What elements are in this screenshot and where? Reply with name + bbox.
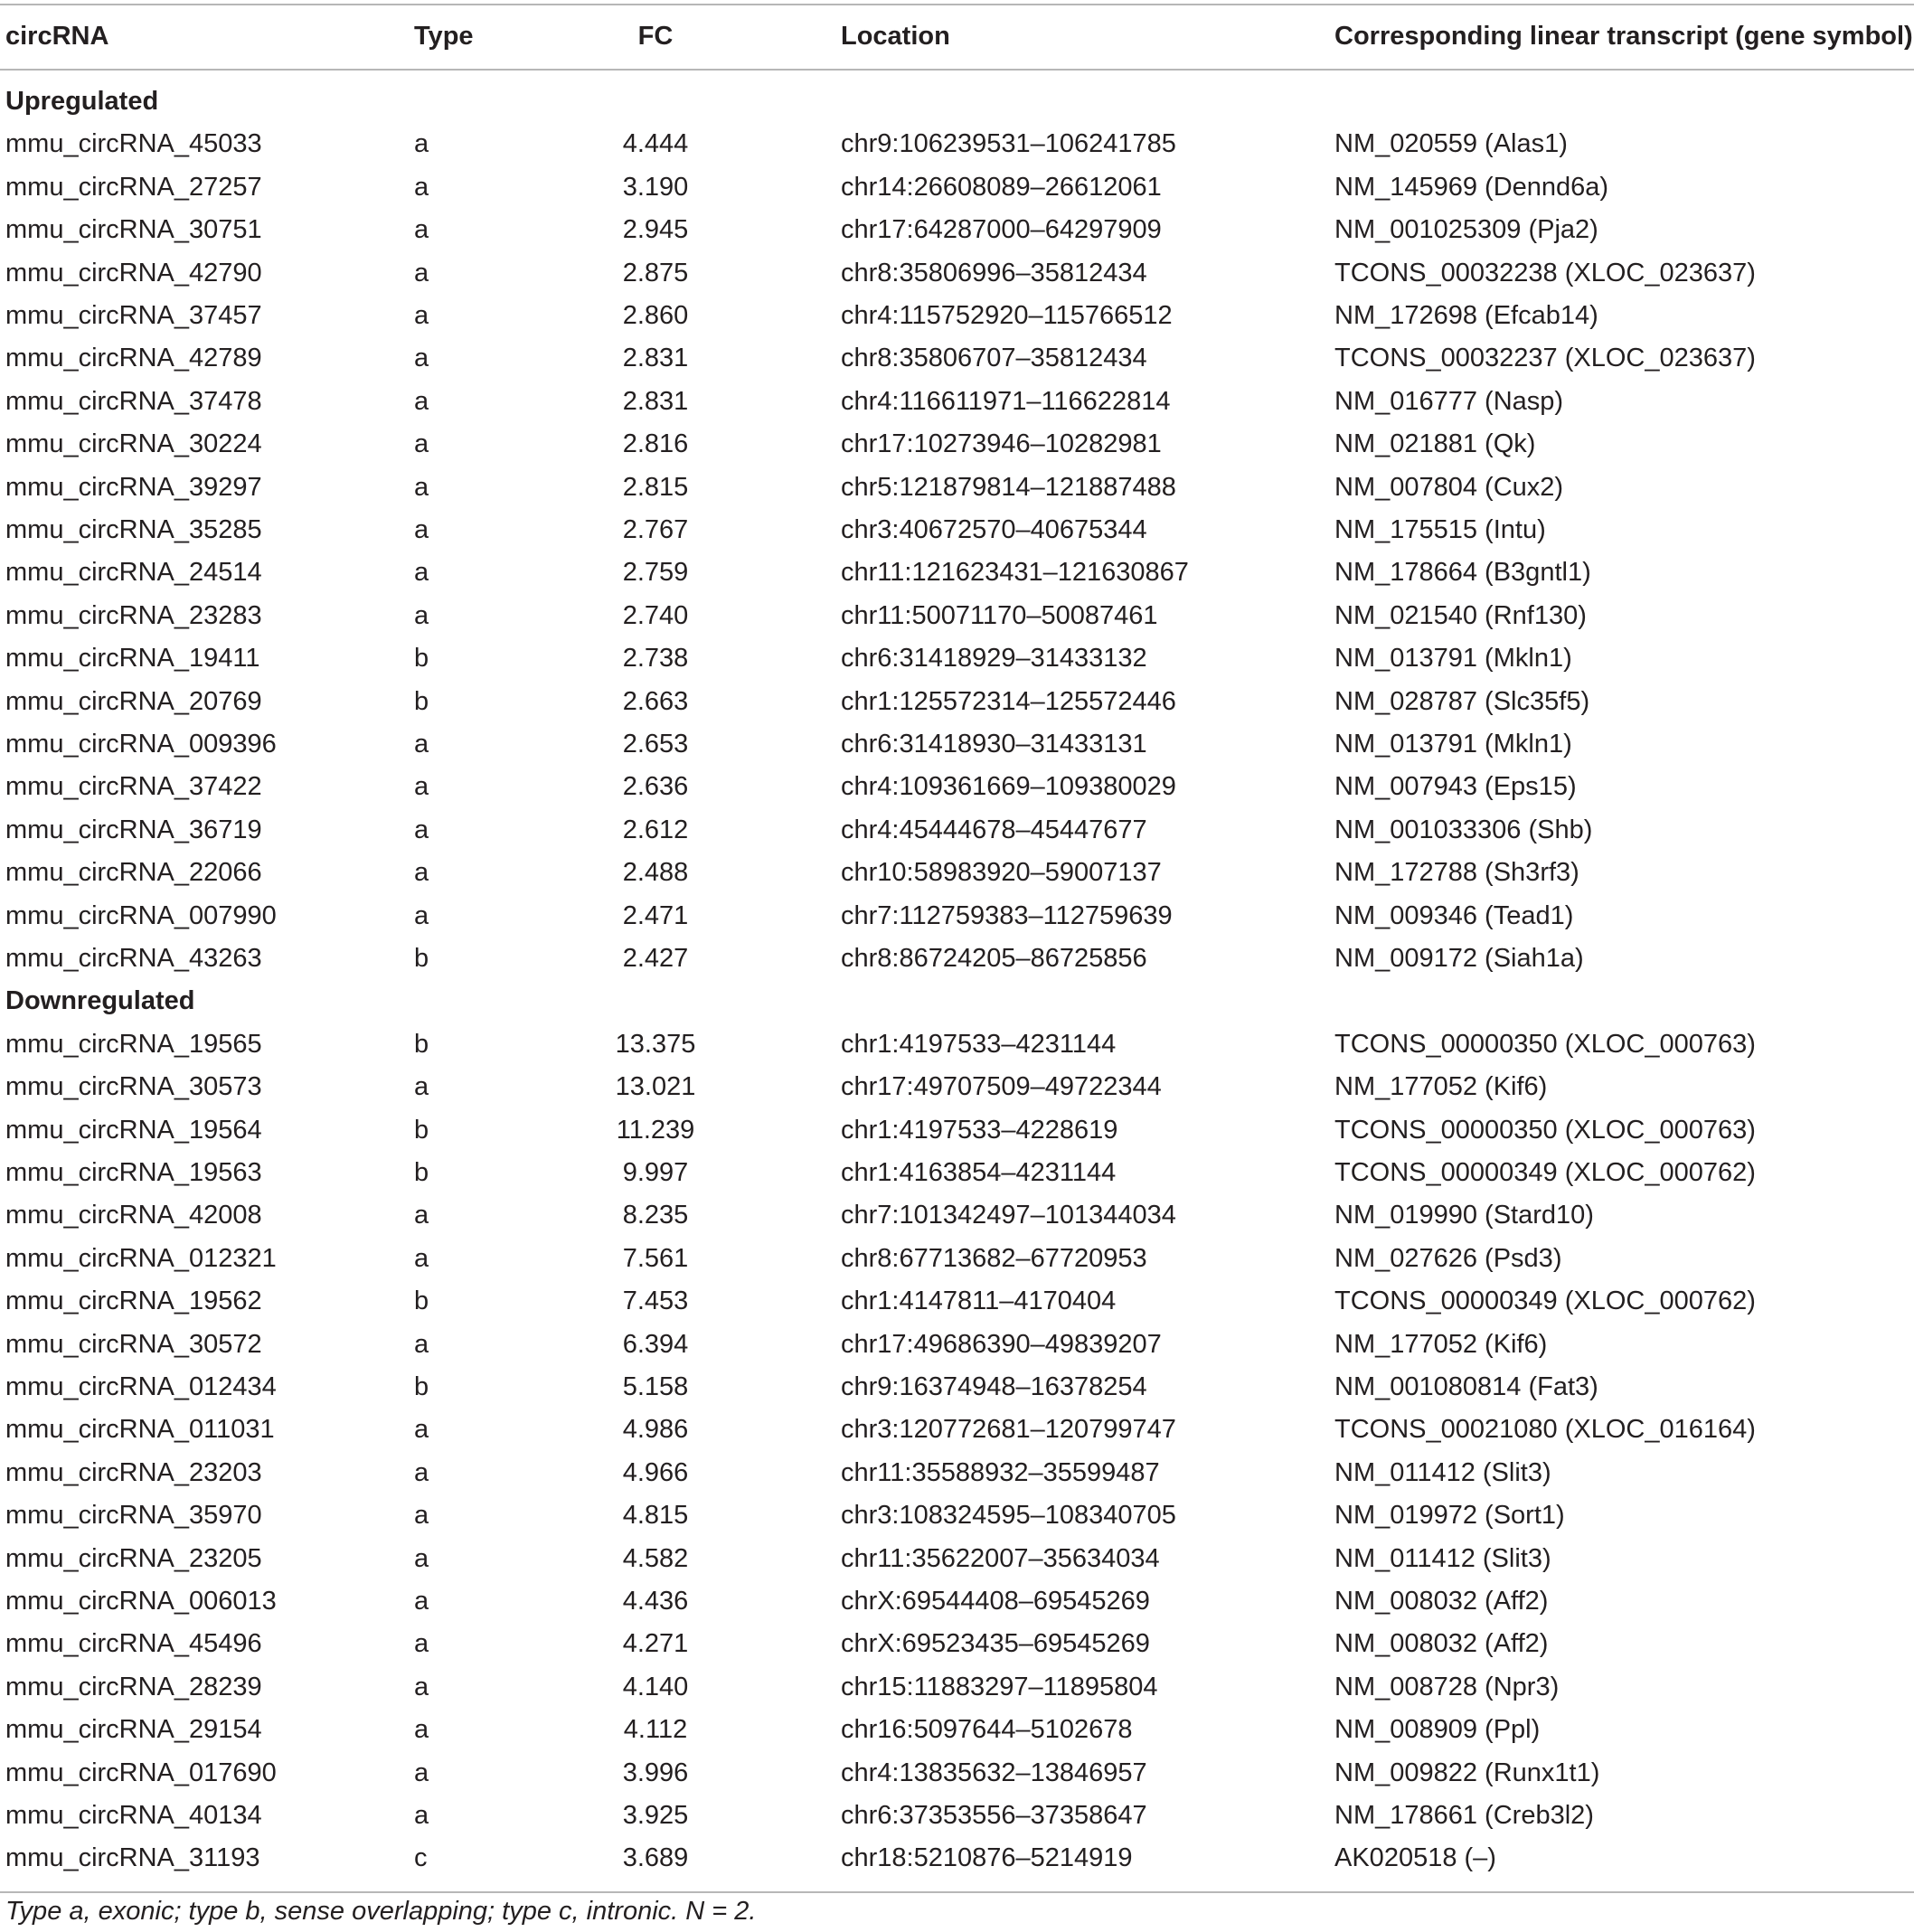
table-row [0, 1494, 1914, 1537]
cell-type: a [414, 301, 429, 330]
cell-circrna: mmu_circRNA_35285 [5, 515, 262, 544]
table-row [0, 1280, 1914, 1323]
cell-transcript: TCONS_00000350 (XLOC_000763) [1334, 1030, 1756, 1059]
table-row [0, 1837, 1914, 1880]
cell-transcript: TCONS_00000349 (XLOC_000762) [1334, 1286, 1756, 1315]
cell-location: chr4:109361669–109380029 [841, 772, 1176, 801]
cell-location: chr14:26608089–26612061 [841, 173, 1162, 202]
cell-location: chr3:108324595–108340705 [841, 1501, 1176, 1530]
cell-type: a [414, 601, 429, 630]
cell-circrna: mmu_circRNA_40134 [5, 1801, 262, 1830]
cell-circrna: mmu_circRNA_19411 [5, 644, 260, 673]
cell-circrna: mmu_circRNA_45496 [5, 1629, 262, 1658]
cell-transcript: NM_011412 (Slit3) [1334, 1458, 1551, 1487]
table-row [0, 1238, 1914, 1280]
cell-circrna: mmu_circRNA_29154 [5, 1715, 262, 1744]
cell-location: chr8:35806996–35812434 [841, 259, 1147, 287]
cell-circrna: mmu_circRNA_37422 [5, 772, 262, 801]
top-rule [0, 4, 1914, 5]
cell-fc: 3.190 [622, 173, 689, 202]
table-row [0, 166, 1914, 209]
cell-type: a [414, 1544, 429, 1573]
cell-transcript: NM_011412 (Slit3) [1334, 1544, 1551, 1573]
cell-fc: 2.815 [622, 473, 689, 502]
cell-transcript: TCONS_00032237 (XLOC_023637) [1334, 344, 1756, 372]
cell-circrna: mmu_circRNA_37457 [5, 301, 262, 330]
cell-location: chr7:112759383–112759639 [841, 901, 1173, 930]
cell-transcript: NM_172788 (Sh3rf3) [1334, 858, 1579, 887]
cell-circrna: mmu_circRNA_27257 [5, 173, 262, 202]
cell-fc: 8.235 [622, 1201, 689, 1230]
cell-type: b [414, 1030, 429, 1059]
cell-fc: 2.860 [622, 301, 689, 330]
cell-location: chr3:40672570–40675344 [841, 515, 1147, 544]
cell-transcript: NM_013791 (Mkln1) [1334, 644, 1572, 673]
table-row [0, 551, 1914, 594]
table-row [0, 295, 1914, 337]
table-row [0, 852, 1914, 894]
cell-transcript: NM_013791 (Mkln1) [1334, 730, 1572, 759]
cell-type: a [414, 259, 429, 287]
cell-transcript: NM_016777 (Nasp) [1334, 387, 1564, 416]
cell-fc: 5.158 [622, 1372, 689, 1401]
cell-type: a [414, 1415, 429, 1444]
cell-circrna: mmu_circRNA_30572 [5, 1330, 262, 1359]
cell-transcript: AK020518 (–) [1334, 1843, 1496, 1872]
cell-transcript: NM_009172 (Siah1a) [1334, 944, 1584, 973]
cell-circrna: mmu_circRNA_42790 [5, 259, 262, 287]
cell-type: a [414, 558, 429, 587]
cell-fc: 13.021 [615, 1072, 696, 1101]
cell-fc: 2.875 [622, 259, 689, 287]
table-row [0, 723, 1914, 766]
cell-fc: 7.561 [622, 1244, 689, 1273]
table-row [0, 252, 1914, 295]
cell-fc: 4.271 [622, 1629, 689, 1658]
cell-location: chr4:115752920–115766512 [841, 301, 1173, 330]
table-row [0, 938, 1914, 980]
table-row [0, 123, 1914, 165]
cell-type: b [414, 944, 429, 973]
cell-transcript: NM_145969 (Dennd6a) [1334, 173, 1609, 202]
cell-transcript: NM_175515 (Intu) [1334, 515, 1546, 544]
group-label: Upregulated [5, 87, 159, 116]
cell-transcript: NM_021540 (Rnf130) [1334, 601, 1587, 630]
cell-circrna: mmu_circRNA_009396 [5, 730, 277, 759]
cell-type: a [414, 1587, 429, 1616]
cell-fc: 4.436 [622, 1587, 689, 1616]
table-row [0, 1538, 1914, 1580]
cell-location: chr16:5097644–5102678 [841, 1715, 1133, 1744]
cell-circrna: mmu_circRNA_45033 [5, 129, 262, 158]
cell-location: chr8:86724205–86725856 [841, 944, 1147, 973]
table-row [0, 423, 1914, 466]
table-row [0, 595, 1914, 637]
cell-circrna: mmu_circRNA_017690 [5, 1758, 277, 1787]
cell-transcript: NM_021881 (Qk) [1334, 429, 1536, 458]
cell-fc: 2.767 [622, 515, 689, 544]
cell-circrna: mmu_circRNA_19565 [5, 1030, 262, 1059]
table-row [0, 766, 1914, 808]
cell-transcript: NM_178661 (Creb3l2) [1334, 1801, 1594, 1830]
cell-type: c [414, 1843, 428, 1872]
cell-transcript: NM_001025309 (Pja2) [1334, 215, 1598, 244]
cell-type: a [414, 387, 429, 416]
cell-circrna: mmu_circRNA_37478 [5, 387, 262, 416]
cell-transcript: TCONS_00032238 (XLOC_023637) [1334, 259, 1756, 287]
cell-circrna: mmu_circRNA_30573 [5, 1072, 262, 1101]
header-location: Location [841, 22, 950, 51]
cell-location: chr1:4163854–4231144 [841, 1158, 1117, 1187]
cell-type: b [414, 687, 429, 716]
cell-location: chr6:31418930–31433131 [841, 730, 1147, 759]
cell-transcript: NM_007943 (Eps15) [1334, 772, 1577, 801]
cell-fc: 3.996 [622, 1758, 689, 1787]
cell-location: chr6:31418929–31433132 [841, 644, 1147, 673]
header-transcript: Corresponding linear transcript (gene symbol) [1334, 22, 1913, 51]
table-row [0, 1324, 1914, 1366]
cell-location: chr10:58983920–59007137 [841, 858, 1162, 887]
cell-location: chr9:106239531–106241785 [841, 129, 1176, 158]
cell-fc: 2.471 [622, 901, 689, 930]
cell-transcript: NM_008728 (Npr3) [1334, 1673, 1560, 1701]
cell-location: chr15:11883297–11895804 [841, 1673, 1158, 1701]
cell-transcript: NM_001033306 (Shb) [1334, 815, 1593, 844]
cell-circrna: mmu_circRNA_35970 [5, 1501, 262, 1530]
cell-transcript: NM_178664 (B3gntl1) [1334, 558, 1591, 587]
cell-transcript: NM_027626 (Psd3) [1334, 1244, 1562, 1273]
table-row [0, 1709, 1914, 1751]
cell-type: a [414, 515, 429, 544]
cell-type: a [414, 1501, 429, 1530]
cell-type: b [414, 1286, 429, 1315]
cell-type: b [414, 1372, 429, 1401]
table-row [0, 509, 1914, 551]
cell-circrna: mmu_circRNA_31193 [5, 1843, 260, 1872]
cell-type: a [414, 858, 429, 887]
cell-transcript: NM_028787 (Slc35f5) [1334, 687, 1590, 716]
cell-transcript: NM_007804 (Cux2) [1334, 473, 1564, 502]
table-footnote: Type a, exonic; type b, sense overlapping; type c, intronic. N = 2. [5, 1897, 757, 1926]
cell-circrna: mmu_circRNA_42789 [5, 344, 262, 372]
group-label: Downregulated [5, 986, 195, 1015]
cell-circrna: mmu_circRNA_20769 [5, 687, 262, 716]
cell-location: chr8:67713682–67720953 [841, 1244, 1147, 1273]
cell-fc: 4.112 [623, 1715, 688, 1744]
cell-transcript: NM_177052 (Kif6) [1334, 1330, 1548, 1359]
cell-fc: 3.925 [622, 1801, 689, 1830]
table-row [0, 1752, 1914, 1795]
cell-fc: 2.636 [622, 772, 689, 801]
group-header-row [0, 80, 1914, 123]
table-header-row [0, 15, 1914, 58]
table-row [0, 681, 1914, 723]
cell-circrna: mmu_circRNA_23203 [5, 1458, 262, 1487]
cell-type: a [414, 129, 429, 158]
table-row [0, 1066, 1914, 1108]
cell-transcript: NM_008909 (Ppl) [1334, 1715, 1541, 1744]
cell-fc: 2.663 [622, 687, 689, 716]
cell-fc: 4.444 [622, 129, 689, 158]
cell-fc: 4.966 [622, 1458, 689, 1487]
table-row [0, 1023, 1914, 1066]
cell-transcript: TCONS_00000350 (XLOC_000763) [1334, 1116, 1756, 1145]
cell-fc: 2.831 [622, 387, 689, 416]
cell-location: chr8:35806707–35812434 [841, 344, 1147, 372]
cell-transcript: NM_020559 (Alas1) [1334, 129, 1568, 158]
table-row [0, 1366, 1914, 1409]
header-rule [0, 69, 1914, 71]
cell-location: chrX:69523435–69545269 [841, 1629, 1150, 1658]
cell-circrna: mmu_circRNA_23205 [5, 1544, 262, 1573]
cell-transcript: NM_008032 (Aff2) [1334, 1629, 1549, 1658]
cell-type: a [414, 429, 429, 458]
cell-location: chr1:4197533–4231144 [841, 1030, 1117, 1059]
cell-transcript: NM_172698 (Efcab14) [1334, 301, 1598, 330]
cell-location: chr4:13835632–13846957 [841, 1758, 1147, 1787]
cell-transcript: NM_009822 (Runx1t1) [1334, 1758, 1600, 1787]
cell-fc: 4.582 [622, 1544, 689, 1573]
cell-location: chr4:116611971–116622814 [841, 387, 1171, 416]
table-row [0, 1666, 1914, 1709]
cell-fc: 3.689 [622, 1843, 689, 1872]
cell-circrna: mmu_circRNA_36719 [5, 815, 262, 844]
cell-circrna: mmu_circRNA_012321 [5, 1244, 277, 1273]
cell-fc: 6.394 [622, 1330, 689, 1359]
cell-circrna: mmu_circRNA_30224 [5, 429, 262, 458]
table-row [0, 895, 1914, 938]
table-row [0, 637, 1914, 680]
cell-location: chr6:37353556–37358647 [841, 1801, 1147, 1830]
cell-type: b [414, 1116, 429, 1145]
cell-circrna: mmu_circRNA_007990 [5, 901, 277, 930]
table-row [0, 337, 1914, 380]
cell-transcript: NM_019972 (Sort1) [1334, 1501, 1565, 1530]
cell-location: chr18:5210876–5214919 [841, 1843, 1133, 1872]
cell-type: a [414, 1201, 429, 1230]
group-header-row [0, 980, 1914, 1023]
cell-fc: 2.945 [622, 215, 689, 244]
cell-circrna: mmu_circRNA_23283 [5, 601, 262, 630]
cell-fc: 2.738 [622, 644, 689, 673]
header-circrna: circRNA [5, 22, 109, 51]
cell-location: chr17:49707509–49722344 [841, 1072, 1162, 1101]
cell-location: chr1:4197533–4228619 [841, 1116, 1118, 1145]
cell-fc: 4.986 [622, 1415, 689, 1444]
cell-location: chr1:4147811–4170404 [841, 1286, 1117, 1315]
cell-fc: 11.239 [616, 1116, 695, 1145]
cell-transcript: TCONS_00021080 (XLOC_016164) [1334, 1415, 1756, 1444]
cell-transcript: NM_009346 (Tead1) [1334, 901, 1574, 930]
cell-location: chr11:50071170–50087461 [841, 601, 1158, 630]
table-row [0, 1152, 1914, 1194]
cell-fc: 2.816 [622, 429, 689, 458]
cell-type: a [414, 344, 429, 372]
table-row [0, 467, 1914, 509]
table-row [0, 381, 1914, 423]
cell-type: a [414, 1715, 429, 1744]
cell-type: b [414, 644, 429, 673]
cell-type: a [414, 815, 429, 844]
table-row [0, 1452, 1914, 1494]
cell-location: chrX:69544408–69545269 [841, 1587, 1150, 1616]
cell-location: chr9:16374948–16378254 [841, 1372, 1147, 1401]
cell-transcript: NM_001080814 (Fat3) [1334, 1372, 1598, 1401]
cell-circrna: mmu_circRNA_012434 [5, 1372, 277, 1401]
header-fc: FC [637, 22, 674, 51]
cell-location: chr3:120772681–120799747 [841, 1415, 1176, 1444]
cell-circrna: mmu_circRNA_011031 [5, 1415, 275, 1444]
cell-type: b [414, 1158, 429, 1187]
cell-location: chr17:64287000–64297909 [841, 215, 1162, 244]
cell-type: a [414, 473, 429, 502]
cell-circrna: mmu_circRNA_42008 [5, 1201, 262, 1230]
cell-circrna: mmu_circRNA_24514 [5, 558, 262, 587]
cell-type: a [414, 1629, 429, 1658]
cell-circrna: mmu_circRNA_30751 [5, 215, 262, 244]
table-row [0, 209, 1914, 251]
cell-type: a [414, 1072, 429, 1101]
cell-fc: 4.140 [622, 1673, 689, 1701]
cell-fc: 13.375 [615, 1030, 696, 1059]
header-type: Type [414, 22, 474, 51]
cell-type: a [414, 1458, 429, 1487]
cell-circrna: mmu_circRNA_006013 [5, 1587, 277, 1616]
cell-fc: 2.831 [622, 344, 689, 372]
cell-type: a [414, 215, 429, 244]
cell-fc: 4.815 [622, 1501, 689, 1530]
cell-fc: 7.453 [622, 1286, 689, 1315]
cell-transcript: NM_177052 (Kif6) [1334, 1072, 1548, 1101]
cell-fc: 9.997 [622, 1158, 689, 1187]
cell-transcript: TCONS_00000349 (XLOC_000762) [1334, 1158, 1756, 1187]
cell-type: a [414, 1244, 429, 1273]
cell-location: chr11:121623431–121630867 [841, 558, 1189, 587]
cell-circrna: mmu_circRNA_19562 [5, 1286, 262, 1315]
cell-circrna: mmu_circRNA_22066 [5, 858, 262, 887]
cell-type: a [414, 1330, 429, 1359]
cell-circrna: mmu_circRNA_28239 [5, 1673, 262, 1701]
table-row [0, 1194, 1914, 1237]
table-row [0, 1623, 1914, 1665]
cell-transcript: NM_019990 (Stard10) [1334, 1201, 1594, 1230]
cell-location: chr5:121879814–121887488 [841, 473, 1176, 502]
table-row [0, 1795, 1914, 1837]
cell-fc: 2.488 [622, 858, 689, 887]
cell-type: a [414, 901, 429, 930]
cell-fc: 2.740 [622, 601, 689, 630]
bottom-rule [0, 1891, 1914, 1893]
cell-type: a [414, 1673, 429, 1701]
cell-location: chr17:49686390–49839207 [841, 1330, 1162, 1359]
cell-location: chr17:10273946–10282981 [841, 429, 1162, 458]
table-row [0, 1409, 1914, 1451]
cell-location: chr7:101342497–101344034 [841, 1201, 1176, 1230]
cell-type: a [414, 1801, 429, 1830]
cell-circrna: mmu_circRNA_19563 [5, 1158, 262, 1187]
cell-type: a [414, 1758, 429, 1787]
cell-fc: 2.653 [622, 730, 689, 759]
table-row [0, 1580, 1914, 1623]
cell-fc: 2.759 [622, 558, 689, 587]
cell-type: a [414, 173, 429, 202]
cell-location: chr1:125572314–125572446 [841, 687, 1176, 716]
cell-location: chr11:35588932–35599487 [841, 1458, 1160, 1487]
table-row [0, 809, 1914, 852]
cell-fc: 2.427 [622, 944, 689, 973]
cell-circrna: mmu_circRNA_43263 [5, 944, 262, 973]
cell-location: chr4:45444678–45447677 [841, 815, 1147, 844]
cell-circrna: mmu_circRNA_19564 [5, 1116, 262, 1145]
cell-type: a [414, 730, 429, 759]
cell-location: chr11:35622007–35634034 [841, 1544, 1160, 1573]
table-row [0, 1109, 1914, 1152]
cell-type: a [414, 772, 429, 801]
cell-fc: 2.612 [622, 815, 689, 844]
cell-circrna: mmu_circRNA_39297 [5, 473, 262, 502]
cell-transcript: NM_008032 (Aff2) [1334, 1587, 1549, 1616]
